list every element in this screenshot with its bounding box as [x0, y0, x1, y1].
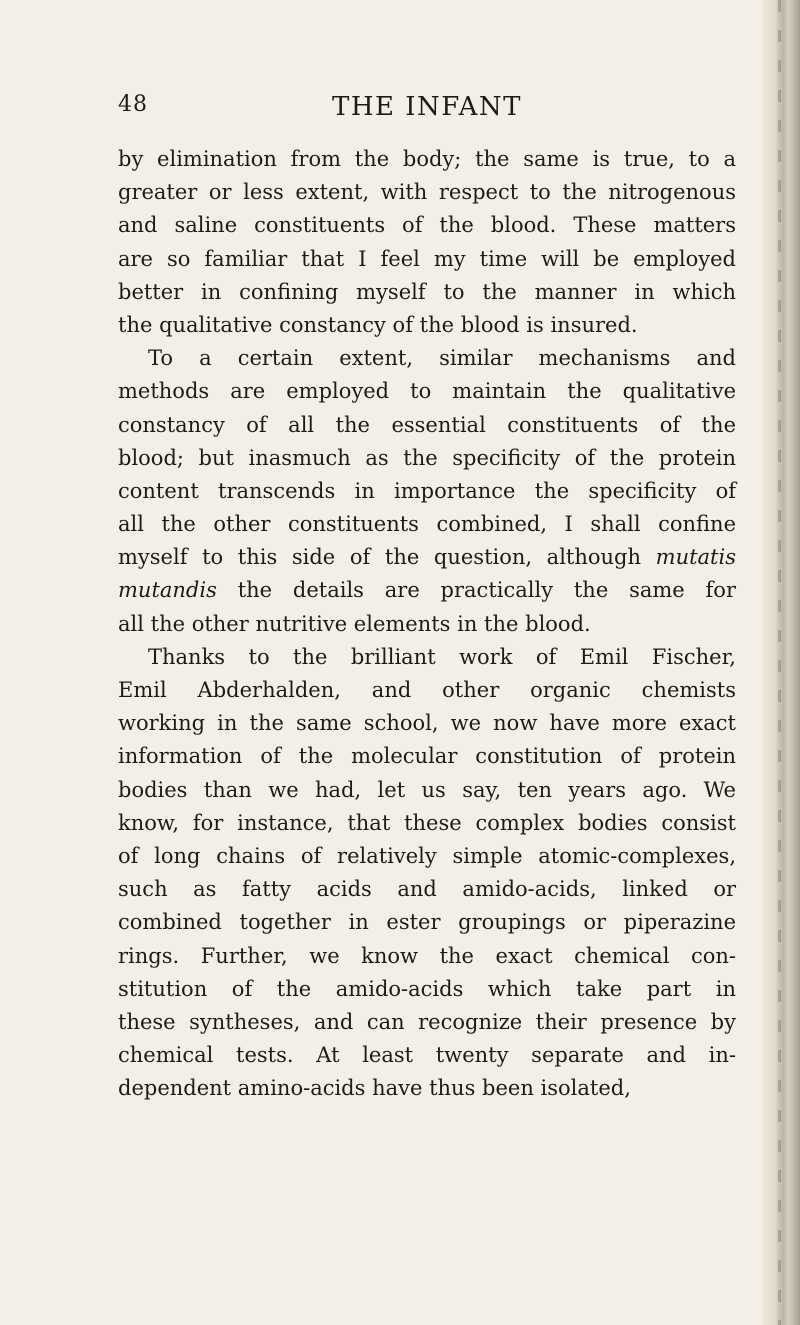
running-head: THE INFANT — [332, 92, 522, 122]
text-line: dependent amino-acids have thus been isolated, — [118, 1076, 631, 1101]
text-line: Thanks to the brilliant work of Emil Fischer, — [148, 644, 736, 669]
text-line — [118, 541, 736, 574]
paragraph-1 — [118, 143, 736, 342]
text-line: combined together in ester groupings or piperazine — [118, 910, 736, 935]
text-line: greater or less extent, with respect to the nitrogenous — [118, 180, 736, 205]
text-line: all the other nutritive elements in the blood. — [118, 611, 591, 636]
page-header — [118, 92, 736, 128]
text-line: these syntheses, and can recognize their presence by — [118, 1009, 736, 1034]
text-line — [118, 574, 736, 607]
text-line: blood; but inasmuch as the specificity of the protein — [118, 445, 736, 470]
text-line: To a certain extent, similar mechanisms and — [148, 346, 736, 371]
text-line: better in confining myself to the manner in which — [118, 279, 736, 304]
text-run: myself to this side of the question, although — [118, 545, 642, 570]
text-line: information of the molecular constitution of protein — [118, 744, 736, 769]
text-line: and saline constituents of the blood. These matters — [118, 213, 736, 238]
text-line: by elimination from the body; the same is true, to a — [118, 147, 736, 171]
text-line: rings. Further, we know the exact chemical con- — [118, 943, 736, 968]
text-line: know, for instance, that these complex bodies consist — [118, 810, 736, 835]
paragraph-2 — [118, 342, 736, 641]
body-text — [118, 143, 736, 1105]
text-line: the qualitative constancy of the blood is insured. — [118, 312, 638, 337]
text-line: working in the same school, we now have more exact — [118, 711, 736, 736]
text-run: the details are practically the same for — [237, 578, 736, 603]
text-line: such as fatty acids and amido-acids, linked or — [118, 877, 736, 902]
text-line: all the other constituents combined, I shall confine — [118, 512, 736, 537]
text-line: chemical tests. At least twenty separate and in- — [118, 1043, 736, 1068]
text-line: constancy of all the essential constituents of the — [118, 412, 736, 437]
page-number: 48 — [118, 92, 148, 117]
page-edge-shadow — [762, 0, 800, 1325]
italic-text: mutandis — [118, 578, 217, 603]
text-line: Emil Abderhalden, and other organic chemists — [118, 678, 736, 702]
text-line: bodies than we had, let us say, ten years ago. We — [118, 777, 736, 802]
italic-text: mutatis — [655, 545, 736, 570]
text-line: methods are employed to maintain the qualitative — [118, 379, 736, 404]
text-line: of long chains of relatively simple atomic-complexes, — [118, 843, 736, 868]
paragraph-3 — [118, 641, 736, 1106]
text-line: are so familiar that I feel my time will be employed — [118, 246, 736, 271]
text-line: stitution of the amido-acids which take part in — [118, 976, 736, 1001]
text-line: content transcends in importance the specificity of — [118, 478, 736, 503]
